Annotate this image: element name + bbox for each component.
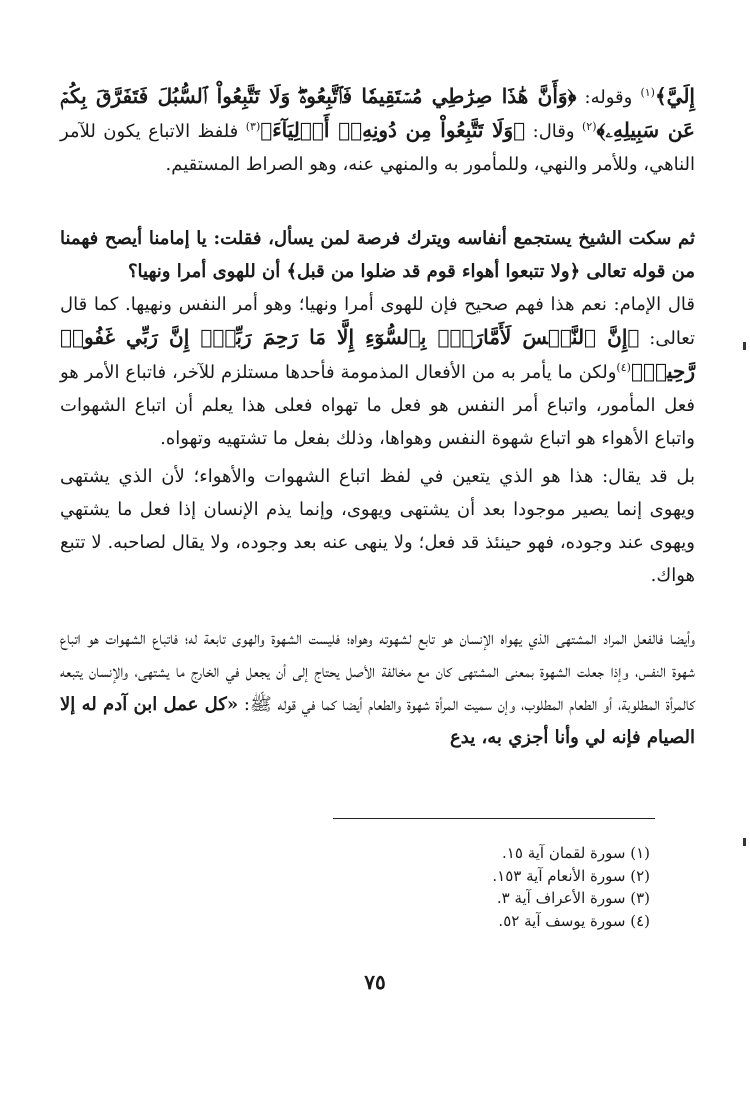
text-run: وقال:	[525, 121, 582, 142]
footnote-reference: (١)	[640, 86, 655, 99]
footnote-2: (٢) سورة الأنعام آية ١٥٣.	[492, 866, 650, 885]
page-number: ٧٥	[364, 970, 386, 994]
paragraph-5	[60, 622, 695, 754]
paragraph-2-question	[60, 222, 695, 288]
paragraph-1	[60, 80, 695, 181]
footnote-3: (٣) سورة الأعراف آية ٣.	[496, 889, 650, 907]
footnote-4: (٤) سورة يوسف آية ٥٢.	[498, 911, 650, 930]
margin-mark	[743, 838, 746, 846]
footnote-reference: (٤)	[616, 361, 631, 374]
margin-mark	[743, 342, 746, 350]
paragraph-4	[60, 460, 695, 592]
quran-verse: ﴿إِنَّ ٱلنَّفۡسَ لَأَمَّارَةُۢ بِٱلسُّوٓءِ إِلَّا مَا رَحِمَ رَبِّيٓۚ إِنَّ رَبِّي غَفُورٞ رَّحِيمٞ﴾	[60, 325, 695, 383]
hadith-quote: «كل عمل ابن آدم له إلا الصيام فإنه لي وأنا أجزي به، يدع	[60, 694, 695, 748]
text-run: قال الإمام: نعم هذا فهم صحيح فإن للهوى أمرا ونهيا؛ وهو أمر النفس ونهيها. كما قال تعالى:	[60, 294, 695, 349]
footnote-separator	[333, 818, 655, 819]
quran-verse: ﴿وَأَنَّ هَٰذَا صِرَٰطِي مُسۡتَقِيمٗا فَٱتَّبِعُوهُۖ وَلَا تَتَّبِعُواْ ٱلسُّبُلَ فَتَفَرَّقَ بِكُمۡ عَن سَبِيلِهِۦ﴾	[60, 84, 695, 142]
text-run: وقوله:	[576, 87, 641, 108]
paragraph-3	[60, 288, 695, 455]
quran-verse: إِلَيَّ﴾	[654, 84, 695, 108]
text-run: ولكن ما يأمر به من الأفعال المذمومة فأحدها مستلزم للآخر، فاتباع الأمر هو فعل المأمور، واتباع أمر النفس هو فعل ما تهواه فعلى هذا يعلم أن اتباع الشهوات واتباع الأهواء هو اتباع شهوة النفس وهواها، وذلك بفعل ما تشتهيه وتهواه.	[60, 362, 695, 449]
footnote-reference: (٢)	[582, 120, 597, 133]
text-run: وأيضا فالفعل المراد المشتهى الذي يهواه الإنسان هو تابع لشهوته وهواه؛ فليست الشهوة والهوى تابعة له؛ فاتباع الشهوات هو اتباع شهوة النفس، وإذا جعلت الشهوة بمعنى المشتهى كان مع مخالفة الأصل يحتاج إلى أن يجعل في الخارج ما يشتهى، والإنسان يتبعه كالمرأة المطلوبة، أو الطعام المطلوب، وإن سميت المرأة شهوة والطعام أيضا كما في قوله ﷺ:	[60, 628, 696, 715]
footnotes-list	[290, 842, 650, 932]
quran-verse: ﴿وَلَا تَتَّبِعُواْ مِن دُونِهِۦٓ أَوۡلِيَآءَ﴾	[260, 118, 526, 142]
footnote-1: (١) سورة لقمان آية ١٥.	[502, 844, 650, 862]
text-run: ثم سكت الشيخ يستجمع أنفاسه ويترك فرصة لمن يسأل، فقلت: يا إمامنا أيصح فهمنا من قوله تعالى ﴿ولا تتبعوا أهواء قوم قد ضلوا من قبل﴾ أن للهوى أمرا ونهيا؟	[60, 228, 695, 282]
footnote-reference: (٣)	[245, 120, 261, 133]
text-run: بل قد يقال: هذا هو الذي يتعين في لفظ اتباع الشهوات والأهواء؛ لأن الذي يشتهى ويهوى إنما يصير موجودا بعد أن يشتهى ويهوى، وإنما يذم الإنسان إذا فعل ما يشتهي ويهوى عند وجوده، فهو حينئذ قد فعل؛ ولا ينهى عنه بعد وجوده، ولا يقال لصاحبه. لا تتبع هواك.	[60, 466, 695, 586]
text-run: فلفظ الاتباع يكون للآمر الناهي، وللأمر والنهي، وللمأمور به والمنهي عنه، وهو الصراط المستقيم.	[60, 121, 695, 175]
